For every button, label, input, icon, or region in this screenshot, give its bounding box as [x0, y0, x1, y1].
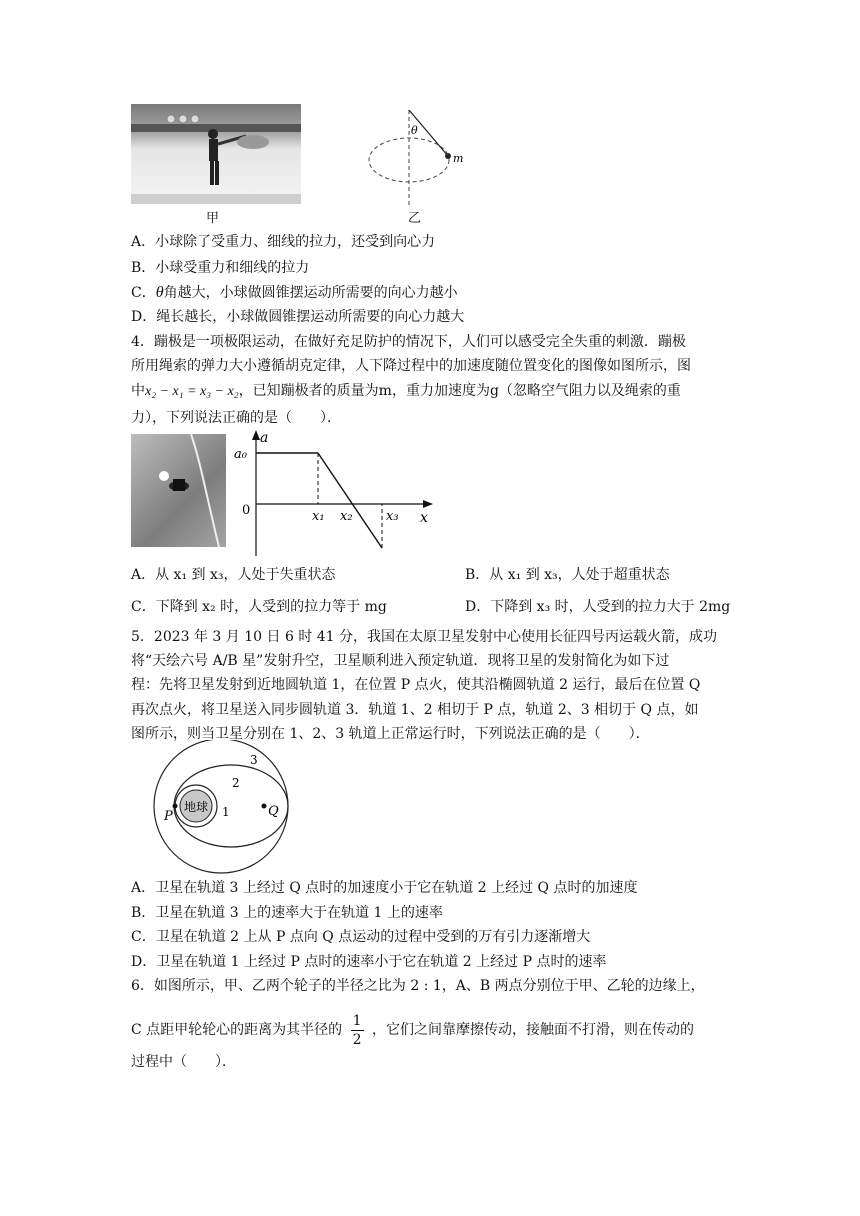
theta-label: θ	[411, 124, 418, 137]
q4-option-c: C．下降到 x₂ 时，人受到的拉力等于 mg	[131, 599, 387, 615]
conical-pendulum-diagram	[360, 104, 510, 208]
graph-x3: x₃	[386, 509, 399, 524]
q3-option-a: A．小球除了受重力、细线的拉力，还受到向心力	[131, 234, 436, 250]
q5-option-c: C．卫星在轨道 2 上从 P 点向 Q 点运动的过程中受到的万有引力逐渐增大	[131, 929, 591, 945]
q4-stem-line1: 4．蹦极是一项极限运动，在做好充足防护的情况下，人们可以感受完全失重的刺激．蹦极	[131, 334, 686, 350]
bungee-jumper	[131, 434, 226, 547]
q3-option-d: D．绳长越长，小球做圆锥摆运动所需要的向心力越大	[131, 309, 465, 325]
acceleration-position-graph	[228, 428, 443, 560]
q5-stem-line5: 图所示，则当卫星分别在 1、2、3 轨道上正常运行时，下列说法正确的是（ ）．	[131, 726, 650, 742]
q6-fraction-denominator: 2	[352, 1031, 362, 1048]
figure-skater-photo	[131, 104, 301, 204]
point-q: Q	[268, 804, 279, 819]
q3-option-c-theta: θ	[155, 284, 164, 301]
q3-option-c-text: 角越大，小球做圆锥摆运动所需要的向心力越小	[163, 285, 458, 301]
q4-equation: x₂ − x₁ = x₃ − x₂	[145, 384, 239, 399]
q4-option-d: D．下降到 x₃ 时，人受到的拉力大于 2mg	[465, 599, 731, 615]
q5-stem-line2: 将“天绘六号 A/B 星”发射升空，卫星顺利进入预定轨道．现将卫星的发射简化为如下过	[131, 653, 670, 669]
q5-stem-line4: 再次点火，将卫星送入同步圆轨道 3．轨道 1、2 相切于 P 点，轨道 2、3 相切于 Q 点，如	[131, 702, 699, 718]
q6-stem-line1: 6．如图所示，甲、乙两个轮子的半径之比为 2 : 1，A、B 两点分别位于甲、乙轮的边缘上，	[131, 978, 705, 994]
q4-stem-line3-prefix: 中	[131, 383, 145, 399]
point-p: P	[164, 809, 173, 824]
graph-axis-x: x	[420, 510, 428, 526]
caption-yi: 乙	[408, 211, 422, 226]
orbit-2-label: 2	[232, 776, 240, 790]
q4-stem-line4: 力），下列说法正确的是（ ）．	[131, 410, 341, 426]
orbit-diagram	[130, 740, 340, 878]
orbit-1-label: 1	[222, 805, 230, 819]
q5-option-d: D．卫星在轨道 1 上经过 P 点时的速率小于它在轨道 2 上经过 P 点时的速率	[131, 954, 607, 970]
q5-option-b: B．卫星在轨道 3 上的速率大于在轨道 1 上的速率	[131, 905, 443, 921]
q4-stem-line2: 所用绳索的弹力大小遵循胡克定律，人下降过程中的加速度随位置变化的图像如图所示，图	[131, 358, 691, 374]
q6-stem-line3: 过程中（ ）．	[131, 1054, 236, 1070]
q6-stem-line2-text: ，它们之间靠摩擦传动，接触面不打滑，则在传动的	[372, 1022, 694, 1038]
graph-zero: 0	[242, 503, 251, 518]
mass-label: m	[453, 152, 464, 165]
q5-stem-line3: 程：先将卫星发射到近地圆轨道 1，在位置 P 点火，使其沿椭圆轨道 2 运行，最后在位置 Q	[131, 677, 701, 693]
q4-option-b: B．从 x₁ 到 x₃，人处于超重状态	[465, 567, 670, 583]
q5-option-a: A．卫星在轨道 3 上经过 Q 点时的加速度小于它在轨道 2 上经过 Q 点时的加速度	[131, 880, 638, 896]
earth-label: 地球	[184, 800, 209, 814]
graph-a0: a₀	[234, 447, 247, 462]
orbit-3-label: 3	[250, 753, 258, 767]
q3-option-c-prefix: C．	[131, 285, 156, 301]
q6-fraction-numerator: 1	[352, 1012, 362, 1029]
q3-option-b: B．小球受重力和细线的拉力	[131, 260, 310, 276]
graph-x2: x₂	[340, 509, 353, 524]
skater-silhouette	[131, 104, 301, 204]
q4-stem-line3	[131, 381, 681, 402]
q6-stem-line2-prefix: C 点距甲轮轮心的距离为其半径的	[131, 1022, 343, 1038]
graph-axis-a: a	[260, 430, 269, 446]
q5-stem-line1: 5．2023 年 3 月 10 日 6 时 41 分，我国在太原卫星发射中心使用长征四号丙运载火箭，成功	[131, 629, 718, 645]
graph-x1: x₁	[312, 509, 325, 524]
q6-stem-line2	[131, 1008, 694, 1052]
q6-fraction	[351, 1012, 364, 1049]
bungee-photo	[131, 434, 226, 547]
q3-option-c	[131, 283, 458, 303]
q4-stem-line3-text: ，已知蹦极者的质量为m，重力加速度为g（忽略空气阻力以及绳索的重	[238, 383, 681, 399]
caption-jia: 甲	[206, 211, 220, 226]
q4-option-a: A．从 x₁ 到 x₃，人处于失重状态	[131, 567, 336, 583]
